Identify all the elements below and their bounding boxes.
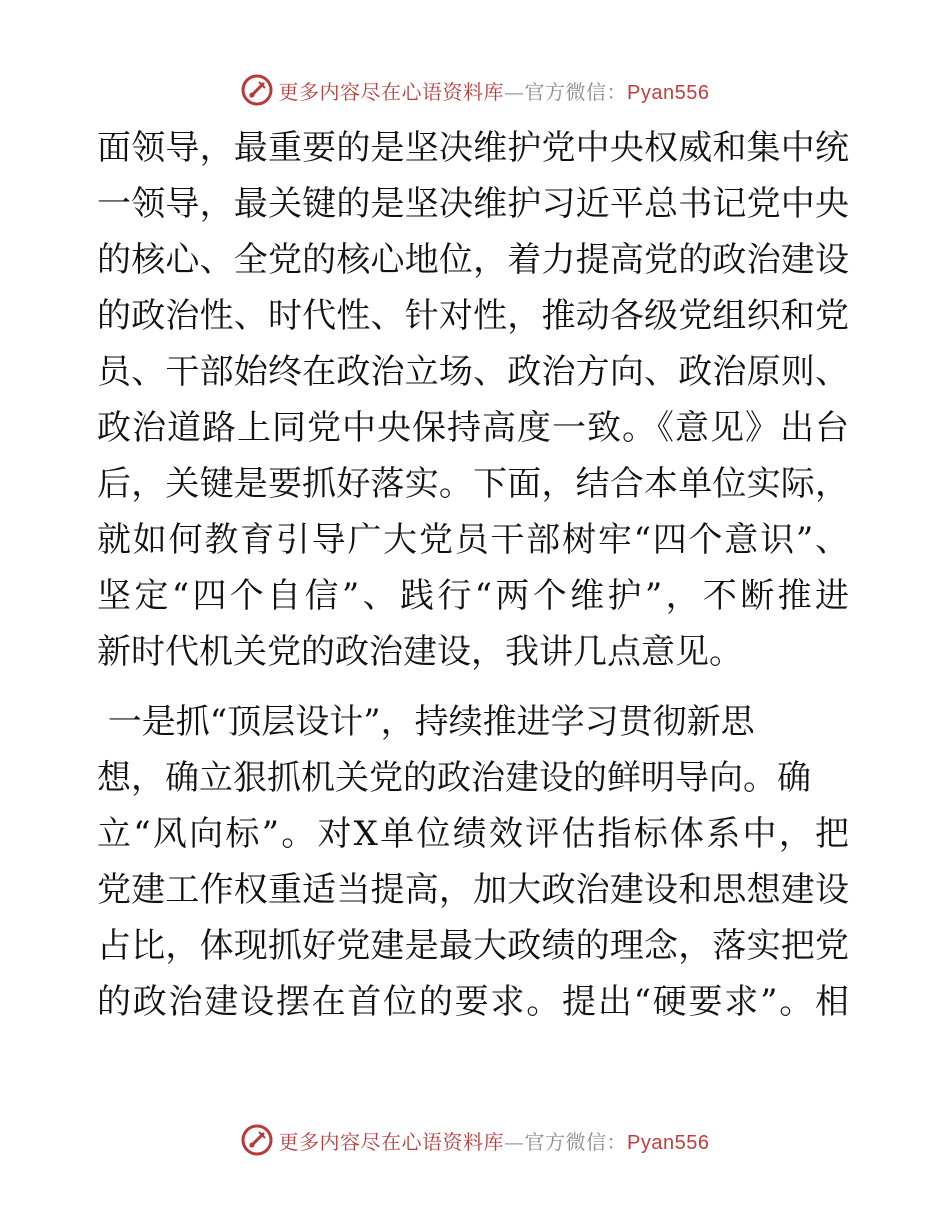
watermark-text: 更多内容尽在心语资料库—官方微信：Pyan556: [278, 1129, 710, 1154]
text-line: 一是抓“顶层设计”，持续推进学习贯彻新思: [97, 702, 755, 742]
text-line: 员、干部始终在政治立场、政治方向、政治原则、: [97, 352, 849, 392]
paragraph-1: [97, 120, 857, 680]
seal-logo-icon: [241, 1124, 273, 1156]
text-line: 就如何教育引导广大党员干部树牢“四个意识”、: [97, 520, 849, 560]
text-line: 的政治性、时代性、针对性，推动各级党组织和党: [97, 296, 849, 336]
text-line: 党建工作权重适当提高，加大政治建设和思想建设: [97, 870, 849, 910]
text-line: 坚定“四个自信”、践行“两个维护”，不断推进: [97, 576, 849, 616]
paragraph-2: [97, 694, 857, 1030]
text-line: 政治道路上同党中央保持高度一致。《意见》出台: [97, 408, 849, 448]
text-line: 的政治建设摆在首位的要求。提出“硬要求”。相: [97, 982, 849, 1022]
text-line: 立“风向标”。对X单位绩效评估指标体系中，把: [97, 814, 849, 854]
document-body: [97, 120, 857, 1030]
text-line: 后，关键是要抓好落实。下面，结合本单位实际，: [97, 464, 849, 504]
footer-watermark: [0, 1120, 950, 1160]
header-watermark: [0, 70, 950, 110]
seal-logo-icon: [241, 74, 273, 106]
text-line: 新时代机关党的政治建设，我讲几点意见。: [97, 632, 743, 672]
text-line: 一领导，最关键的是坚决维护习近平总书记党中央: [97, 184, 849, 224]
watermark-text: 更多内容尽在心语资料库—官方微信：Pyan556: [278, 79, 710, 104]
text-line: 面领导，最重要的是坚决维护党中央权威和集中统: [97, 128, 849, 168]
text-line: 想，确立狠抓机关党的政治建设的鲜明导向。确: [97, 758, 811, 798]
text-line: 的核心、全党的核心地位，着力提高党的政治建设: [97, 240, 849, 280]
text-line: 占比，体现抓好党建是最大政绩的理念，落实把党: [97, 926, 849, 966]
